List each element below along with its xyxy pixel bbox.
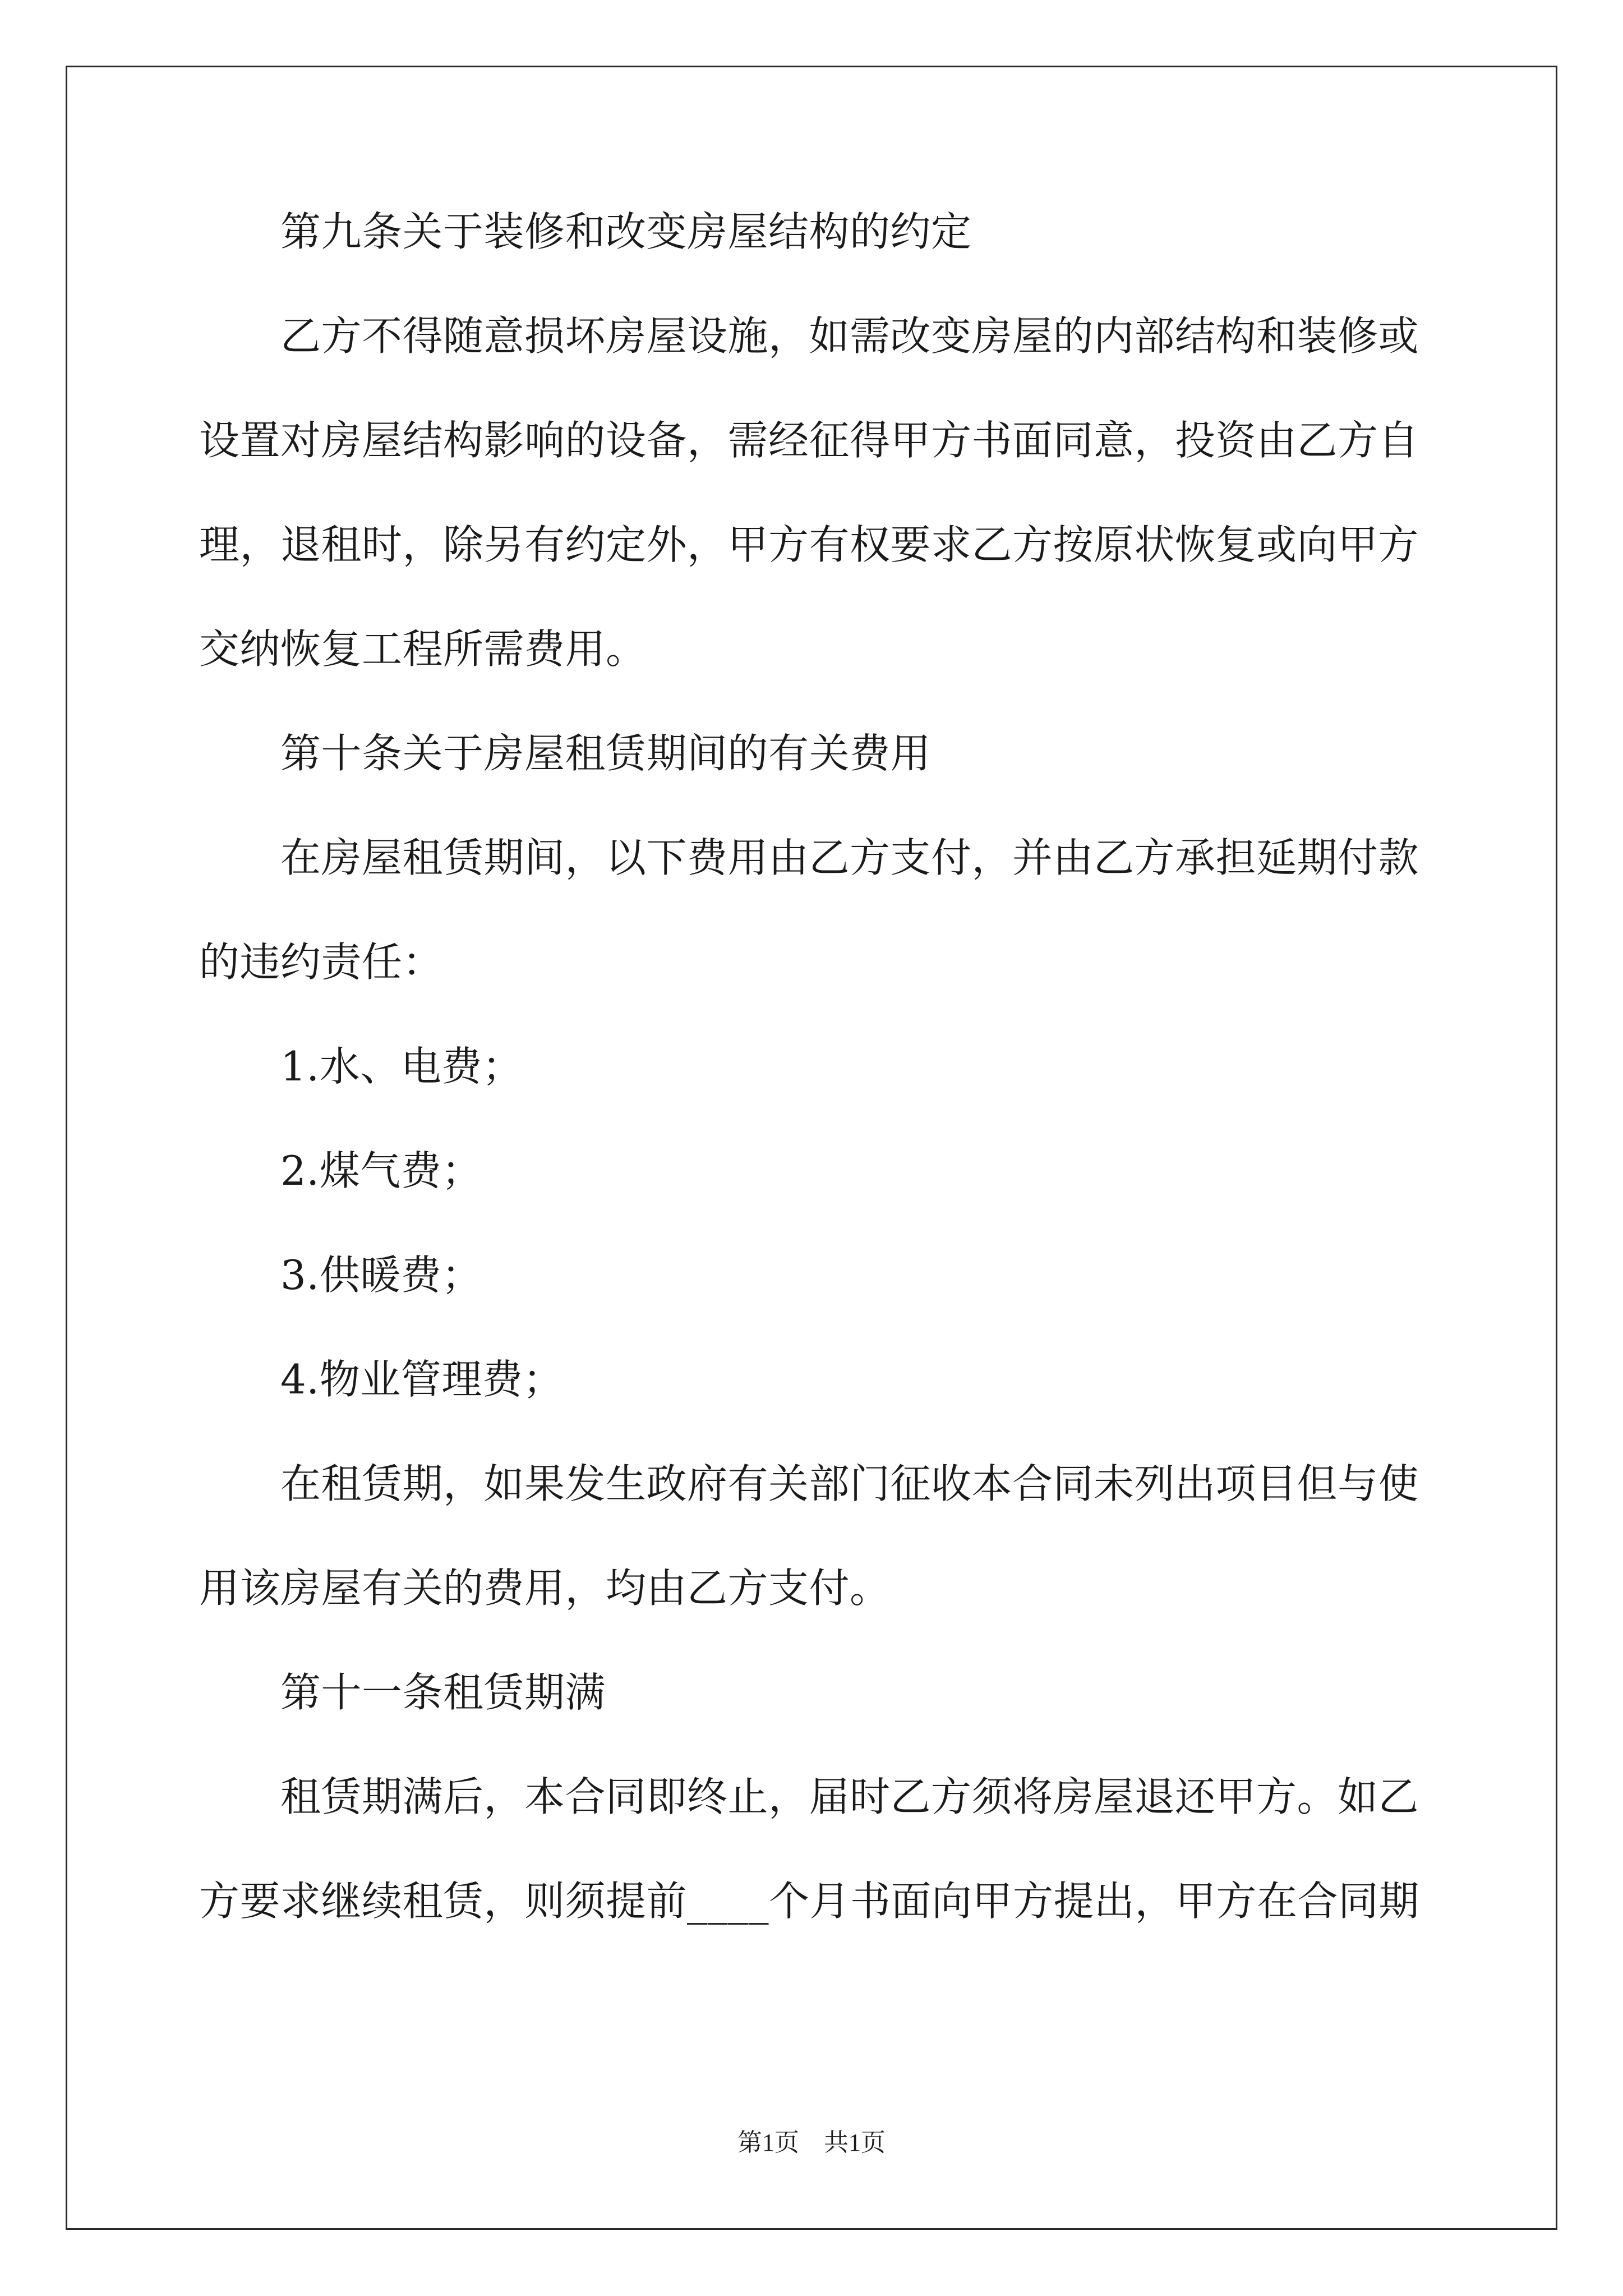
paragraph-line: 的违约责任：: [199, 938, 444, 986]
paragraph-line: 在租赁期，如果发生政府有关部门征收本合同未列出项目但与使: [280, 1460, 1419, 1507]
paragraph-line: 设置对房屋结构影响的设备，需经征得甲方书面同意，投资由乙方自: [199, 417, 1419, 464]
article-9-heading: 第九条关于装修和改变房屋结构的约定: [280, 208, 972, 255]
paragraph-line: 在房屋租赁期间，以下费用由乙方支付，并由乙方承担延期付款: [280, 834, 1419, 881]
article-11-heading: 第十一条租赁期满: [280, 1669, 606, 1716]
paragraph-line: 用该房屋有关的费用，均由乙方支付。: [199, 1565, 891, 1612]
paragraph-line: 交纳恢复工程所需费用。: [199, 625, 647, 673]
list-item: 1.水、电费；: [280, 1043, 523, 1090]
page-number-footer: 第1页 共1页: [737, 2129, 886, 2156]
list-item: 3.供暖费；: [280, 1251, 482, 1299]
paragraph-line: 租赁期满后，本合同即终止，届时乙方须将房屋退还甲方。如乙: [280, 1773, 1419, 1820]
article-10-heading: 第十条关于房屋租赁期间的有关费用: [280, 730, 932, 777]
paragraph-line: 理，退租时，除另有约定外，甲方有权要求乙方按原状恢复或向甲方: [199, 521, 1419, 568]
list-item: 4.物业管理费；: [280, 1356, 564, 1403]
list-item: 2.煤气费；: [280, 1147, 482, 1194]
paragraph-line: 方要求继续租赁，则须提前____个月书面向甲方提出，甲方在合同期: [199, 1878, 1420, 1925]
paragraph-line: 乙方不得随意损坏房屋设施，如需改变房屋的内部结构和装修或: [280, 312, 1419, 360]
